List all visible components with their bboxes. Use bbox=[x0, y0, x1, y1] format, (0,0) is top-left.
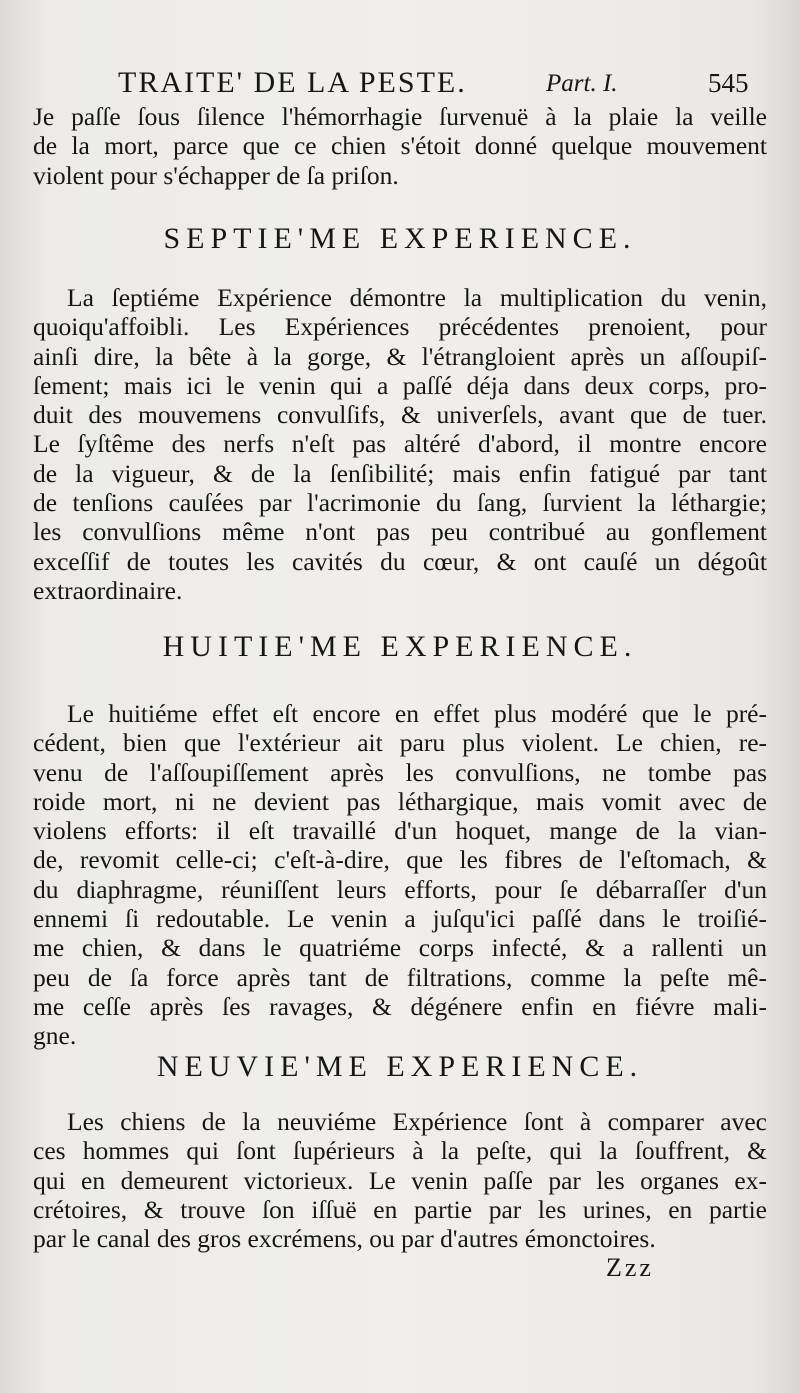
text-line: gne. bbox=[33, 1021, 77, 1051]
text-line: ſement; mais ici le venin qui a paſſé déja dans deux corps, pro- bbox=[33, 370, 767, 400]
text-line: Je paſſe ſous ſilence l'hémorrhagie ſurvenuë à la plaie la veille bbox=[33, 102, 767, 131]
section-heading-neuvieme: NEUVIE'ME EXPERIENCE. bbox=[156, 1050, 644, 1083]
text-line: du diaphragme, réuniſſent leurs efforts, pour ſe débarraſſer d'un bbox=[33, 874, 767, 904]
section-paragraph-neuvieme bbox=[33, 1107, 767, 1253]
text-line: roide mort, ni ne devient pas léthargique, mais vomit avec de bbox=[33, 786, 767, 816]
text-line: crétoires, & trouve ſon iſſuë en partie par les urines, en partie bbox=[33, 1194, 767, 1224]
text-line: violens efforts: il eſt travaillé d'un hoquet, mange de la vian- bbox=[33, 816, 767, 846]
text-line: duit des mouvemens convulſifs, & univerſels, avant que de tuer. bbox=[33, 400, 767, 430]
text-line: peu de ſa force après tant de filtrations, comme la peſte mê- bbox=[33, 962, 767, 992]
text-line: Le huitiéme effet eſt encore en effet plus modéré que le pré- bbox=[67, 699, 767, 728]
running-title: TRAITE' DE LA PESTE. bbox=[118, 66, 467, 99]
text-line: de tenſions cauſées par l'acrimonie du ſang, ſurvient la léthargie; bbox=[33, 488, 767, 518]
text-line: de la vigueur, & de la ſenſibilité; mais enfin fatigué par tant bbox=[33, 458, 767, 488]
text-line: me ceſſe après ſes ravages, & dégénere enfin en fiévre mali- bbox=[33, 991, 767, 1021]
part-label: Part. I. bbox=[546, 70, 618, 97]
signature-mark: Zzz bbox=[606, 1253, 654, 1282]
running-header bbox=[118, 66, 768, 106]
section-heading-septieme: SEPTIE'ME EXPERIENCE. bbox=[163, 222, 637, 255]
section-paragraph-huitieme bbox=[33, 699, 767, 1051]
text-line: les convulſions même n'ont pas peu contribué au gonflement bbox=[33, 517, 767, 547]
intro-paragraph bbox=[33, 102, 767, 190]
text-line: ennemi ſi redoutable. Le venin a juſqu'ici paſſé dans le troiſié- bbox=[33, 904, 767, 934]
text-line: violent pour s'échapper de ſa priſon. bbox=[33, 160, 399, 190]
text-line: Le ſyſtême des nerfs n'eſt pas altéré d'abord, il montre encore bbox=[33, 429, 767, 459]
text-line: Les chiens de la neuviéme Expérience ſont à comparer avec bbox=[67, 1107, 767, 1136]
section-heading-huitieme: HUITIE'ME EXPERIENCE. bbox=[162, 630, 638, 663]
text-line: par le canal des gros excrémens, ou par d'autres émonctoires. bbox=[33, 1224, 656, 1254]
text-line: ainſi dire, la bête à la gorge, & l'étrangloient après un aſſoupiſ- bbox=[33, 341, 767, 371]
text-line: de, revomit celle-ci; c'eſt-à-dire, que les fibres de l'eſtomach, & bbox=[33, 845, 767, 875]
text-line: cédent, bien que l'extérieur ait paru plus violent. Le chien, re- bbox=[33, 728, 767, 758]
text-line: quoiqu'affoibli. Les Expériences précédentes prenoient, pour bbox=[33, 312, 767, 342]
section-paragraph-septieme bbox=[33, 283, 767, 605]
text-line: exceſſif de toutes les cavités du cœur, & ont cauſé un dégoût bbox=[33, 546, 767, 576]
text-line: de la mort, parce que ce chien s'étoit donné quelque mouvement bbox=[33, 131, 767, 161]
text-line: venu de l'aſſoupiſſement après les convulſions, ne tombe pas bbox=[33, 757, 767, 787]
text-line: qui en demeurent victorieux. Le venin paſſe par les organes ex- bbox=[33, 1165, 767, 1195]
text-line: La ſeptiéme Expérience démontre la multiplication du venin, bbox=[67, 283, 767, 312]
page-number: 545 bbox=[708, 68, 749, 98]
text-line: extraordinaire. bbox=[33, 575, 183, 605]
text-line: me chien, & dans le quatriéme corps infecté, & a rallenti un bbox=[33, 933, 767, 963]
text-line: ces hommes qui ſont ſupérieurs à la peſte, qui la ſouffrent, & bbox=[33, 1136, 767, 1166]
